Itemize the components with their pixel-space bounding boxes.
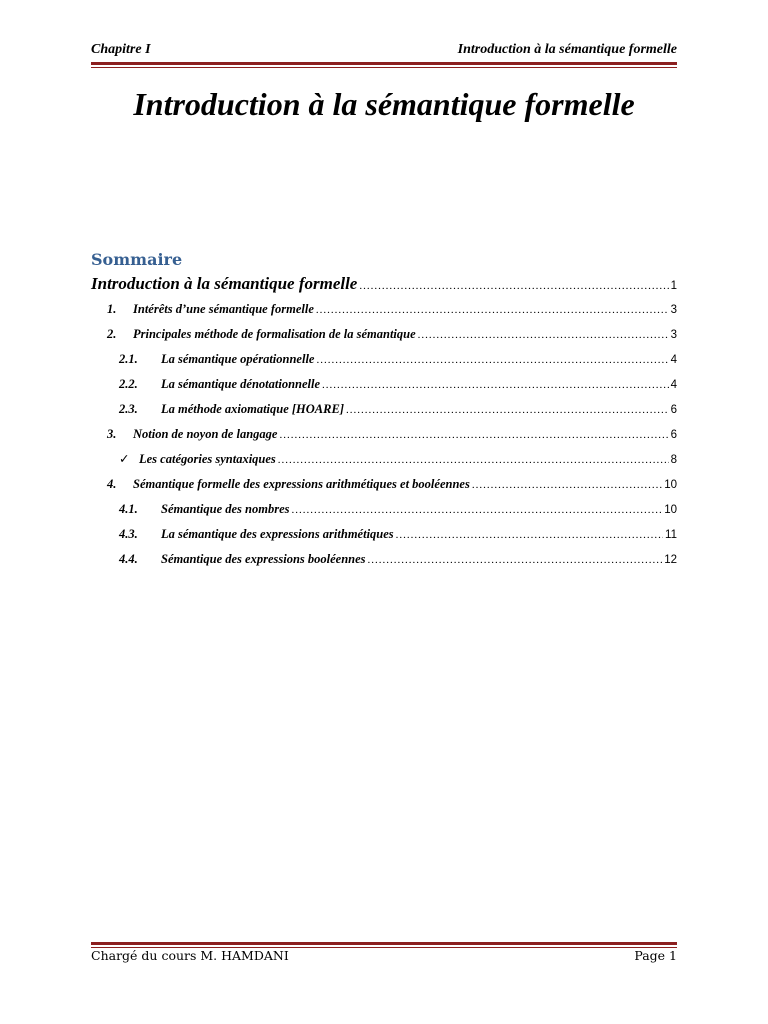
toc-entry-page: 3 (670, 304, 677, 316)
toc-entry-number: 4.3. (119, 527, 138, 541)
toc-entry[interactable] (91, 373, 677, 398)
toc-entry-number: 4.1. (119, 502, 138, 516)
toc-entry-text: Sémantique des expressions booléennes (161, 552, 366, 566)
page-header (91, 42, 677, 60)
table-of-contents (91, 272, 677, 573)
toc-leader-dots (316, 349, 668, 371)
toc-entry-text: Notion de noyon de langage (133, 427, 278, 441)
toc-entry[interactable] (91, 423, 677, 448)
toc-leader-dots (418, 324, 669, 346)
toc-entry-number: 4. (107, 477, 117, 491)
toc-entry-number: 2. (107, 327, 117, 341)
toc-entry-text: Les catégories syntaxiques (139, 452, 276, 466)
toc-leader-dots (472, 474, 662, 496)
toc-entry-number: 2.1. (119, 352, 138, 366)
toc-entry-number: 2.2. (119, 377, 138, 391)
header-rule-thin (91, 67, 677, 68)
toc-entry-text: La sémantique dénotationnelle (161, 377, 321, 391)
footer-rule (91, 942, 677, 945)
toc-entry-page: 6 (670, 404, 677, 416)
toc-leader-dots (322, 374, 669, 396)
footer-author: Chargé du cours M. HAMDANI (91, 948, 289, 963)
toc-leader-dots (359, 274, 668, 298)
checkmark-icon: ✓ (119, 452, 130, 466)
toc-entry-text: Sémantique des nombres (161, 502, 290, 516)
toc-leader-dots (278, 449, 669, 471)
toc-entry-page: 8 (670, 454, 677, 466)
toc-entry-number: 2.3. (119, 402, 138, 416)
toc-leader-dots (279, 424, 668, 446)
toc-entry-text: Intérêts d’une sémantique formelle (133, 302, 314, 316)
header-rule (91, 62, 677, 65)
toc-leader-dots (316, 299, 669, 321)
toc-entry[interactable] (91, 473, 677, 498)
toc-entry-number: 1. (107, 302, 117, 316)
toc-entry[interactable] (91, 348, 677, 373)
toc-leader-dots (396, 524, 663, 546)
toc-entry-text: La sémantique des expressions arithmétiques (161, 527, 394, 541)
toc-leader-dots (292, 499, 663, 521)
toc-entry[interactable] (91, 398, 677, 423)
toc-entry[interactable] (91, 523, 677, 548)
toc-entry-number: 3. (107, 427, 117, 441)
toc-entry[interactable] (91, 498, 677, 523)
toc-entry-page: 1 (670, 280, 677, 292)
toc-leader-dots (346, 399, 669, 421)
toc-heading: Sommaire (91, 250, 183, 269)
toc-entry-page: 10 (664, 504, 677, 516)
page-title: Introduction à la sémantique formelle (133, 86, 635, 122)
toc-entry-page: 11 (665, 529, 677, 541)
toc-entry[interactable] (91, 272, 677, 298)
page-footer (91, 948, 677, 966)
toc-entry-page: 3 (670, 329, 677, 341)
header-running-title: Introduction à la sémantique formelle (457, 42, 677, 57)
toc-entry-page: 4 (670, 354, 677, 366)
toc-leader-dots (368, 549, 663, 571)
toc-entry[interactable] (91, 548, 677, 573)
toc-entry[interactable] (91, 323, 677, 348)
toc-entry-text: La sémantique opérationnelle (161, 352, 315, 366)
footer-page-number: Page 1 (634, 948, 677, 963)
toc-entry-number: 4.4. (119, 552, 138, 566)
toc-entry-page: 12 (664, 554, 677, 566)
toc-entry-page: 4 (670, 379, 677, 391)
toc-entry[interactable] (91, 448, 677, 473)
header-chapter: Chapitre I (91, 42, 151, 57)
toc-entry[interactable] (91, 298, 677, 323)
toc-entry-text: Introduction à la sémantique formelle (91, 274, 358, 293)
toc-entry-text: La méthode axiomatique [HOARE] (161, 402, 344, 416)
toc-entry-text: Sémantique formelle des expressions arithmétiques et booléennes (133, 477, 470, 491)
toc-entry-page: 6 (670, 429, 677, 441)
toc-entry-page: 10 (664, 479, 677, 491)
toc-entry-text: Principales méthode de formalisation de la sémantique (133, 327, 416, 341)
